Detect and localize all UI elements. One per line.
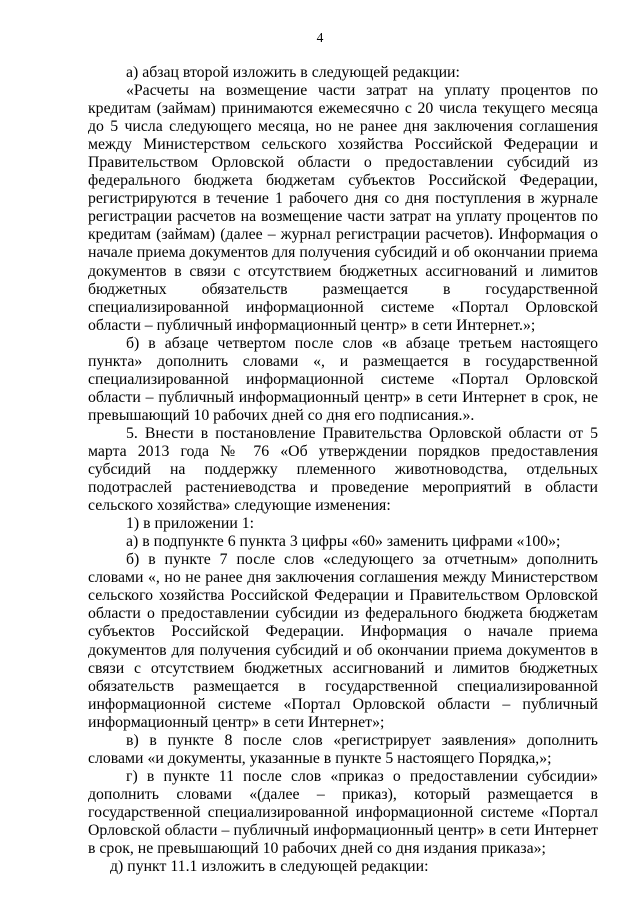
paragraph-subitem-d: д) пункт 11.1 изложить в следующей редакции: xyxy=(110,858,429,876)
paragraph-subitem-v: в) в пункте 8 после слов «регистрирует заявления» дополнить словами «и документы, указанные в пункте 5 настоящего Порядка,»; xyxy=(88,731,598,767)
paragraph-subitem-g: г) в пункте 11 после слов «приказ о предоставлении субсидии» дополнить словами «(далее – приказ), который размещается в государственной специализированной информационной системе «Портал Орловской области – публичный информационный центр» в сети Интернет в срок, не превышающий 10 рабочих дней со дня издания приказа»; xyxy=(88,767,598,858)
paragraph-subitem-b: б) в пункте 7 после слов «следующего за отчетным» дополнить словами «, но не ранее дня заключения соглашения между Министерством сельского хозяйства Российской Федерации и Правительством Орловской области о предоставлении субсидии из федерального бюджета бюджетам субъектов Российской Федерации. Информация о начале приема документов для получения субсидий и об окончании приема документов в связи с отсутствием бюджетных ассигнований и лимитов бюджетных обязательств размещается в государственной специализированной информационной системе «Портал Орловской области – публичный информационный центр» в сети Интернет»; xyxy=(88,551,598,731)
paragraph-item-a: а) абзац второй изложить в следующей редакции: xyxy=(126,64,460,81)
paragraph-subitem-a: а) в подпункте 6 пункта 3 цифры «60» заменить цифрами «100»; xyxy=(126,533,561,551)
paragraph-subitem-1: 1) в приложении 1: xyxy=(126,515,255,533)
paragraph-point-5: 5. Внести в постановление Правительства Орловской области от 5 марта 2013 года № 76 «Об утверждении порядков предоставления субсидий на поддержку племенного животноводства, отдельных подотраслей растениеводства и проведение мероприятий в области сельского хозяйства» следующие изменения: xyxy=(88,424,598,515)
page-number: 4 xyxy=(316,30,324,45)
document-body xyxy=(88,64,598,876)
paragraph-quoted-text: «Расчеты на возмещение части затрат на уплату процентов по кредитам (займам) принимаются ежемесячно с 20 числа текущего месяца до 5 числа следующего месяца, но не ранее дня заключения соглашения между Министерством сельского хозяйства Российской Федерации и Правительством Орловской области о предоставлении субсидий из федерального бюджета бюджетам субъектов Российской Федерации, регистрируются в течение 1 рабочего дня со дня поступления в журнале регистрации расчетов на возмещение части затрат на уплату процентов по кредитам (займам) (далее – журнал регистрации расчетов). Информация о начале приема документов для получения субсидий и об окончании приема документов в связи с отсутствием бюджетных ассигнований и лимитов бюджетных обязательств размещается в государственной специализированной информационной системе «Портал Орловской области – публичный информационный центр» в сети Интернет.»; xyxy=(88,82,598,334)
paragraph-item-b: б) в абзаце четвертом после слов «в абзаце третьем настоящего пункта» дополнить словами «, и размещается в государственной специализированной информационной системе «Портал Орловской области – публичный информационный центр» в сети Интернет в срок, не превышающий 10 рабочих дней со дня его подписания.». xyxy=(88,334,598,424)
